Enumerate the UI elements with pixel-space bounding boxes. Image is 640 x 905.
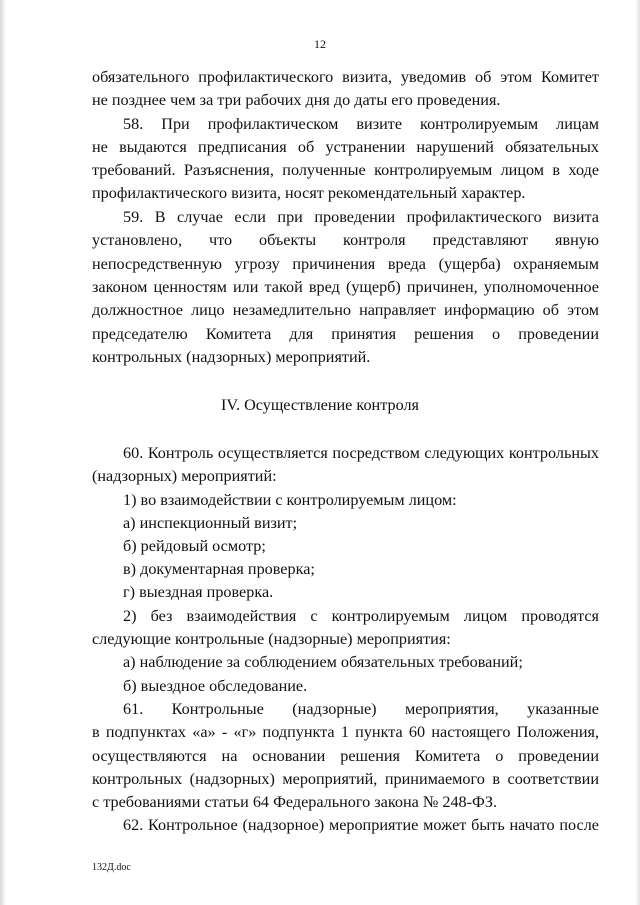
text-line: профилактического визита, носят рекомендательный характер. — [92, 184, 526, 202]
text-line: не выдаются предписания об устранении нарушений обязательных — [92, 138, 599, 156]
footer-filename: 132Д.doc — [92, 862, 131, 873]
list-item: б) рейдовый осмотр; — [123, 537, 266, 555]
list-item: г) выездная проверка. — [123, 583, 274, 601]
list-item: 2) без взаимодействия с контролируемым лицом проводятся — [123, 607, 599, 625]
text-line: осуществляются на основании решения Комитета о проведении — [92, 747, 599, 765]
text-line: требований. Разъяснения, полученные контролируемым лицом в ходе — [92, 161, 599, 179]
text-line: 60. Контроль осуществляется посредством следующих контрольных — [123, 444, 599, 462]
text-line: непосредственную угрозу причинения вреда (ущерба) охраняемым — [92, 255, 599, 273]
text-line: 62. Контрольное (надзорное) мероприятие может быть начато после — [123, 816, 599, 834]
scan-edge-left — [0, 0, 6, 905]
scan-edge-right — [635, 0, 640, 905]
text-line: в подпунктах «а» - «г» подпункта 1 пункта 60 настоящего Положения, — [92, 723, 599, 741]
text-line: председателю Комитета для принятия решения о проведении — [92, 325, 599, 343]
text-line: с требованиями статьи 64 Федерального закона № 248-ФЗ. — [92, 793, 497, 811]
text-line: обязательного профилактического визита, уведомив об этом Комитет — [92, 68, 599, 86]
text-line: должностное лицо незамедлительно направляет информацию об этом — [92, 301, 599, 319]
text-line: следующие контрольные (надзорные) мероприятия: — [92, 630, 451, 648]
list-item: 1) во взаимодействии с контролируемым лицом: — [123, 491, 457, 509]
text-line: 59. В случае если при проведении профилактического визита — [123, 208, 599, 226]
text-line: 58. При профилактическом визите контролируемым лицам — [123, 115, 599, 133]
list-item: б) выездное обследование. — [123, 677, 308, 695]
text-line: контрольных (надзорных) мероприятий. — [92, 348, 371, 366]
page-number: 12 — [314, 37, 326, 51]
text-line: установлено, что объекты контроля представляют явную — [92, 231, 599, 249]
text-line: законом ценностям или такой вред (ущерб) причинен, уполномоченное — [92, 278, 599, 296]
text-line: 61. Контрольные (надзорные) мероприятия, указанные — [123, 700, 599, 718]
list-item: а) наблюдение за соблюдением обязательных требований; — [123, 653, 523, 671]
text-line: контрольных (надзорных) мероприятий, принимаемого в соответствии — [92, 770, 599, 788]
list-item: а) инспекционный визит; — [123, 514, 298, 532]
text-line: не позднее чем за три рабочих дня до даты его проведения. — [92, 91, 501, 109]
text-line: (надзорных) мероприятий: — [92, 467, 277, 485]
list-item: в) документарная проверка; — [123, 560, 315, 578]
section-heading: IV. Осуществление контроля — [221, 396, 419, 414]
